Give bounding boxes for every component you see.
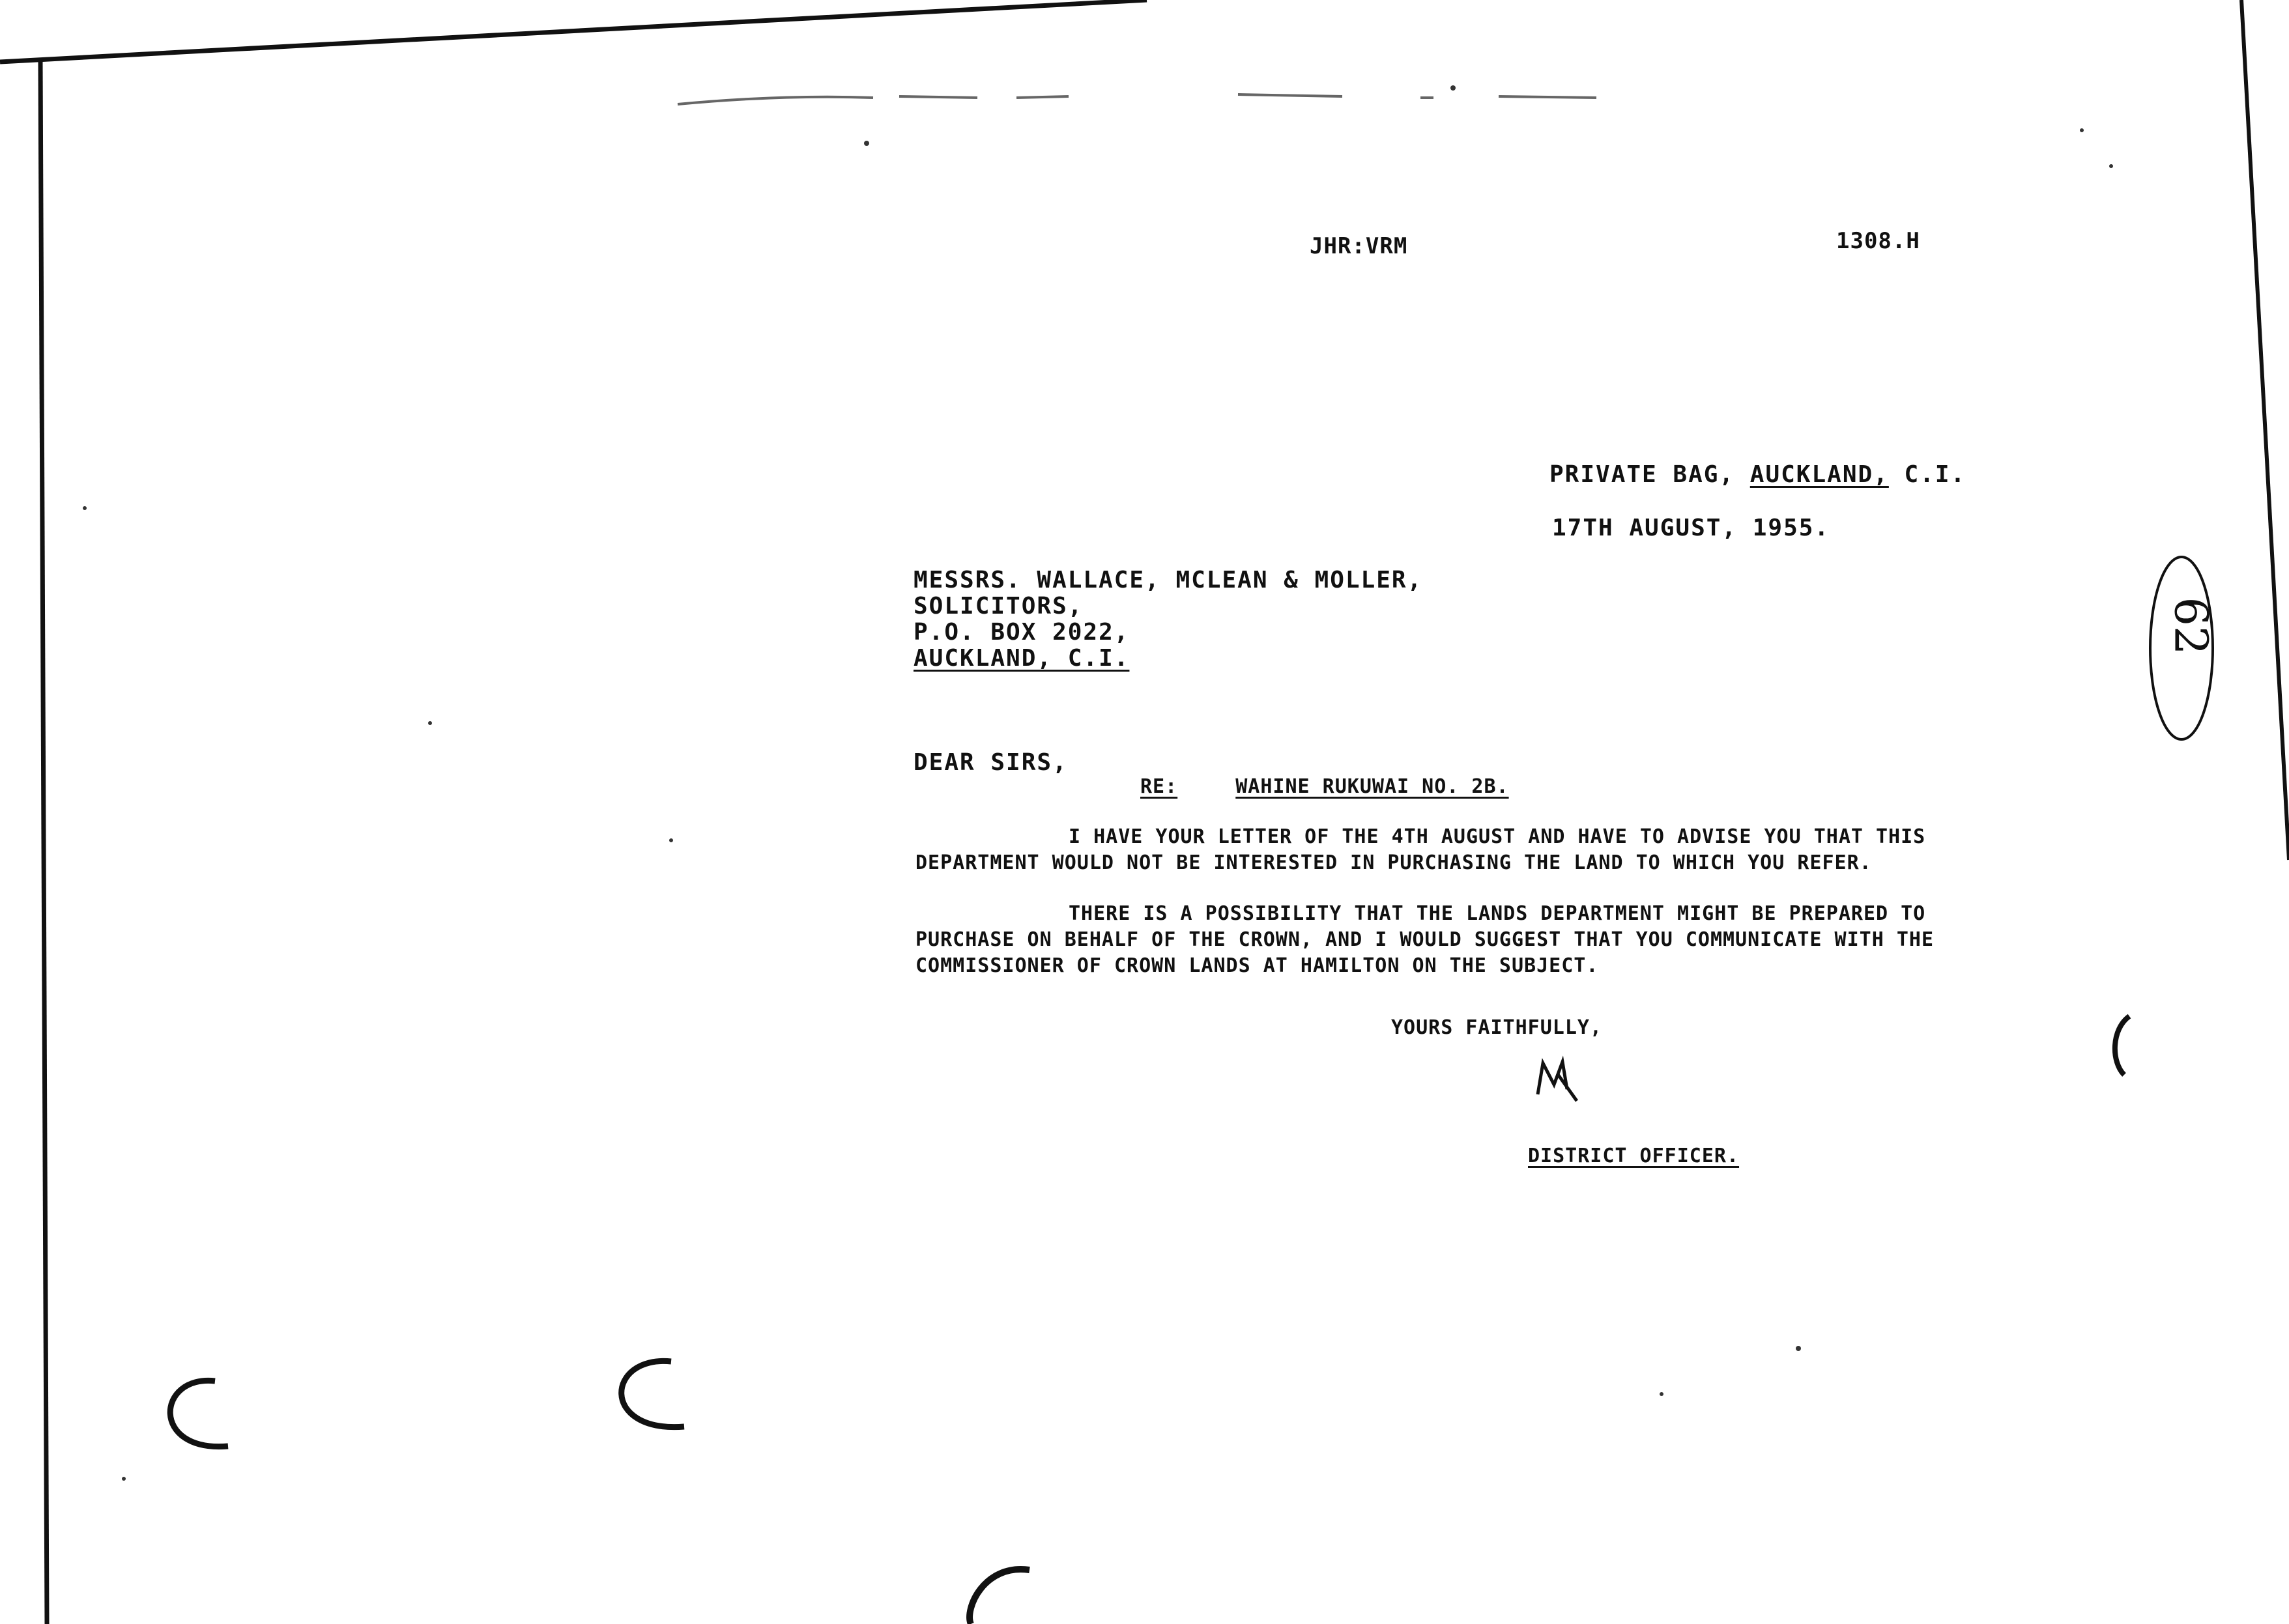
address-city: AUCKLAND, bbox=[1749, 461, 1889, 488]
scan-smudge bbox=[678, 94, 1596, 104]
margin-bracket bbox=[2115, 1016, 2129, 1075]
punch-hole-middle bbox=[622, 1361, 684, 1427]
paragraph-line: I HAVE YOUR LETTER OF THE 4TH AUGUST AND HAVE TO ADVISE YOU THAT THIS bbox=[1069, 825, 1926, 848]
paragraph-line: COMMISSIONER OF CROWN LANDS AT HAMILTON ON THE SUBJECT. bbox=[915, 954, 1599, 977]
address-prefix: PRIVATE BAG, bbox=[1549, 461, 1735, 488]
signatory-title: DISTRICT OFFICER. bbox=[1528, 1145, 1740, 1167]
recipient-line: MESSRS. WALLACE, MCLEAN & MOLLER, bbox=[914, 567, 1423, 593]
salutation: DEAR SIRS, bbox=[914, 749, 1068, 776]
file-number: 1308.H bbox=[1836, 228, 1920, 254]
signature-initial bbox=[1536, 1059, 1576, 1098]
subject-line bbox=[1140, 775, 1509, 798]
re-subject: WAHINE RUKUWAI NO. 2B. bbox=[1235, 775, 1509, 798]
paragraph-line: PURCHASE ON BEHALF OF THE CROWN, AND I WOULD SUGGEST THAT YOU COMMUNICATE WITH THE bbox=[915, 928, 1935, 951]
punch-hole-left bbox=[170, 1380, 228, 1446]
sender-address bbox=[1549, 461, 1966, 488]
recipient-line: SOLICITORS, bbox=[914, 593, 1084, 620]
scan-specks bbox=[83, 85, 2113, 1481]
re-label: RE: bbox=[1140, 775, 1178, 798]
page-right-edge bbox=[2241, 0, 2289, 860]
page-left-edge bbox=[40, 59, 47, 1624]
punch-hole-bottom bbox=[970, 1569, 1029, 1624]
paragraph-line: DEPARTMENT WOULD NOT BE INTERESTED IN PURCHASING THE LAND TO WHICH YOU REFER. bbox=[915, 851, 1872, 874]
page-top-edge bbox=[0, 0, 1147, 62]
letter-date: 17TH AUGUST, 1955. bbox=[1552, 515, 1830, 541]
paragraph-line: THERE IS A POSSIBILITY THAT THE LANDS DEPARTMENT MIGHT BE PREPARED TO bbox=[1069, 902, 1926, 925]
address-suffix: C.I. bbox=[1904, 461, 1966, 488]
recipient-line: AUCKLAND, C.I. bbox=[914, 645, 1130, 672]
closing: YOURS FAITHFULLY, bbox=[1391, 1016, 1603, 1039]
handwritten-annotation: 62 bbox=[2164, 597, 2218, 655]
reference-initials: JHR:VRM bbox=[1310, 233, 1408, 259]
recipient-line: P.O. BOX 2022, bbox=[914, 619, 1130, 646]
